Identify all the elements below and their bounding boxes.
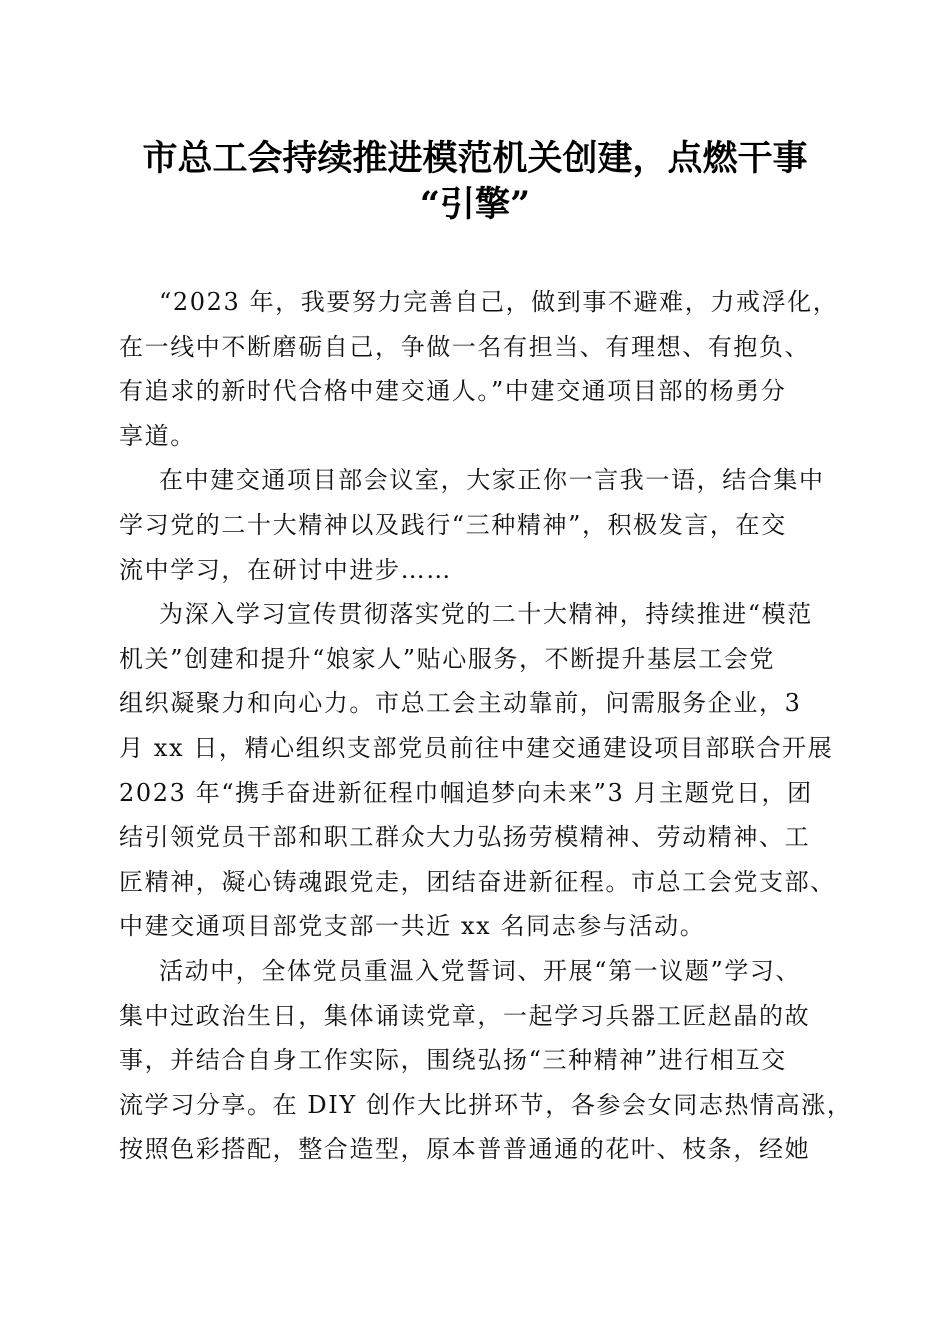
paragraph-3 — [119, 592, 835, 949]
document-body — [119, 280, 853, 1172]
paragraph-1 — [119, 280, 839, 458]
text-line: 在一线中不断磨砺自己，争做一名有担当、有理想、有抱负、 — [119, 332, 811, 361]
text-line: 机关”创建和提升“娘家人”贴心服务，不断提升基层工会党 — [119, 644, 776, 673]
text-line: 享道。 — [119, 421, 196, 450]
text-line: 集中过政治生日，集体诵读党章，一起学习兵器工匠赵晶的故 — [119, 1001, 811, 1030]
text-line: 学习党的二十大精神以及践行“三种精神”，积极发言，在交 — [119, 510, 787, 539]
text-line: 结引领党员干部和职工群众大力弘扬劳模精神、劳动精神、工 — [119, 823, 811, 852]
text-line: 流中学习，在研讨中进步…… — [119, 555, 452, 584]
paragraph-4 — [119, 949, 853, 1172]
paragraph-2 — [119, 458, 835, 592]
text-line: 2023 年“携手奋进新征程巾帼追梦向未来”3 月主题党日，团 — [119, 778, 813, 807]
text-line: 月 xx 日，精心组织支部党员前往中建交通建设项目部联合开展 — [119, 733, 834, 762]
text-line: 按照色彩搭配，整合造型，原本普普通通的花叶、枝条，经她 — [119, 1135, 811, 1164]
text-line: 事，并结合自身工作实际，围绕弘扬“三种精神”进行相互交 — [119, 1046, 787, 1075]
text-line: 活动中，全体党员重温入党誓词、开展“第一议题”学习、 — [159, 956, 802, 985]
document-title — [100, 136, 850, 228]
text-line: 在中建交通项目部会议室，大家正你一言我一语，结合集中 — [159, 466, 825, 495]
text-line: “2023 年，我要努力完善自己，做到事不避难，力戒浮化， — [159, 288, 839, 316]
text-line: 有追求的新时代合格中建交通人。”中建交通项目部的杨勇分 — [119, 377, 787, 406]
text-line: 流学习分享。在 DIY 创作大比拼环节，各参会女同志热情高涨， — [119, 1090, 853, 1119]
text-line: 中建交通项目部党支部一共近 xx 名同志参与活动。 — [119, 912, 706, 941]
title-line: 市总工会持续推进模范机关创建，点燃干事 — [142, 138, 808, 179]
text-line: 组织凝聚力和向心力。市总工会主动靠前，问需服务企业，3 — [119, 689, 802, 718]
title-line: “引擎” — [419, 184, 531, 225]
text-line: 匠精神，凝心铸魂跟党走，团结奋进新征程。市总工会党支部、 — [119, 867, 836, 896]
text-line: 为深入学习宣传贯彻落实党的二十大精神，持续推进“模范 — [159, 600, 813, 629]
